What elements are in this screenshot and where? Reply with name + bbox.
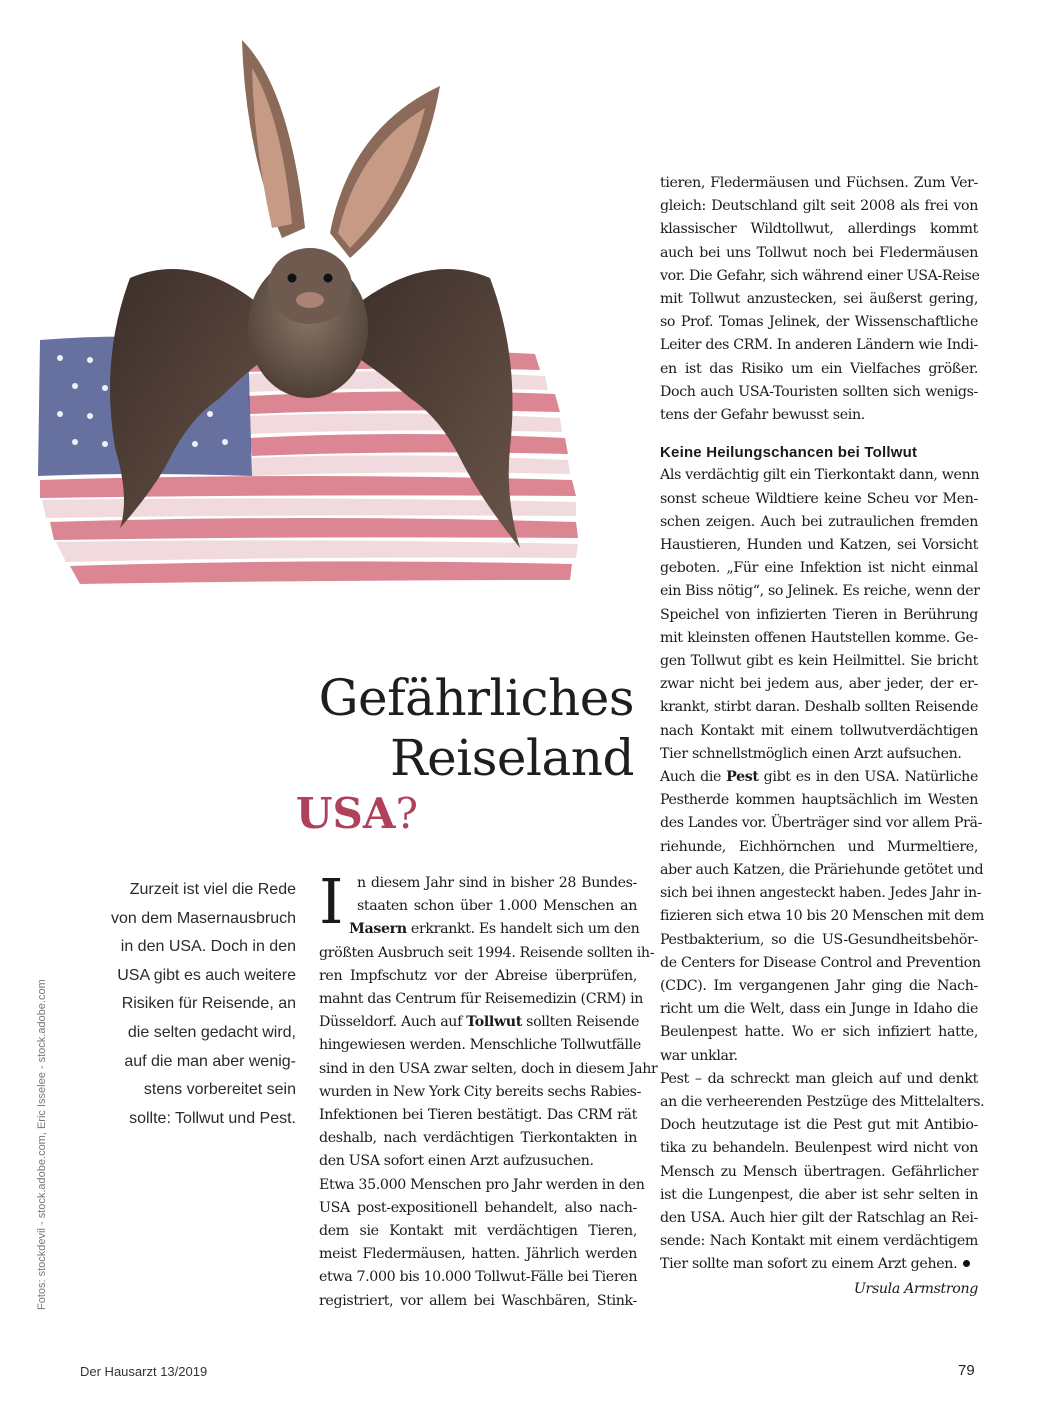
- body-line: tieren, Fledermäusen und Füchsen. Zum Ver-: [660, 175, 978, 191]
- body-line: ist die Lungenpest, die aber ist sehr selten in: [660, 1186, 978, 1203]
- body-line: gleich: Deutschland gilt seit 2008 als frei von: [660, 198, 978, 215]
- body-line: gen Tollwut gibt es kein Heilmittel. Sie bricht: [660, 653, 978, 670]
- body-line: staaten schon über 1.000 Menschen an: [357, 898, 637, 915]
- body-line: größten Ausbruch seit 1994. Reisende sollten ih-: [319, 944, 655, 961]
- body-line: deshalb, nach verdächtigen Tierkontakten in: [319, 1130, 637, 1147]
- headline-question-mark: ?: [395, 789, 418, 838]
- body-line: [660, 1253, 978, 1276]
- intro-line: Risiken für Reisende, an: [121, 995, 296, 1013]
- body-line: Leiter des CRM. In anderen Ländern wie Indi-: [660, 337, 978, 354]
- body-line: Tier schnellstmöglich einen Arzt aufsuchen.: [660, 745, 962, 762]
- body-line: [319, 1011, 640, 1034]
- body-line: den USA sofort einen Arzt aufzusuchen.: [319, 1153, 594, 1170]
- body-line: Pestbakterium, so die US-Gesundheitsbehör-: [660, 931, 978, 948]
- body-line: mahnt das Centrum für Reisemedizin (CRM) in: [319, 991, 644, 1008]
- body-line: Haustieren, Hunden und Katzen, sei Vorsicht: [660, 537, 978, 554]
- body-text: Düsseldorf. Auch auf: [319, 1014, 467, 1031]
- section-subheading: Keine Heilungschancen bei Tollwut: [660, 444, 918, 462]
- intro-line: von dem Masernausbruch: [111, 909, 296, 927]
- headline-line1: Gefährliches Reiseland: [318, 669, 634, 787]
- body-line: war unklar.: [660, 1047, 738, 1064]
- body-line: USA post-expositionell behandelt, also nach-: [319, 1199, 637, 1216]
- body-line: schen zeigen. Auch bei zutraulichen fremden: [660, 513, 978, 530]
- body-text: Auch die: [660, 769, 727, 786]
- article-column-2: [660, 172, 985, 1301]
- body-line: Doch heutzutage ist die Pest gut mit Antibio-: [660, 1117, 978, 1134]
- body-line: (CDC). Im vergangenen Jahr ging die Nach-: [660, 977, 978, 994]
- end-mark-icon: [963, 1260, 970, 1267]
- body-line: meist Fledermäusen, hatten. Jährlich werden: [319, 1246, 637, 1263]
- body-text: gibt es in den USA. Natürliche: [758, 769, 978, 786]
- body-line: Beulenpest hatte. Wo er sich infiziert hatte,: [660, 1024, 978, 1041]
- body-line: registriert, vor allem bei Waschbären, Stink-: [319, 1292, 637, 1309]
- body-line: vor. Die Gefahr, sich während einer USA-Reise: [660, 267, 980, 284]
- body-line: Pest – da schreckt man gleich auf und denkt: [660, 1070, 978, 1087]
- intro-line: die selten gedacht wird,: [127, 1023, 296, 1041]
- body-line: de Centers for Disease Control and Prevention: [660, 954, 981, 971]
- intro-line: stens vorbereitet sein: [143, 1081, 296, 1099]
- headline-line2: [60, 788, 418, 840]
- body-line: tens der Gefahr bewusst sein.: [660, 407, 865, 424]
- body-line: Als verdächtig gilt ein Tierkontakt dann, wenn: [660, 467, 980, 484]
- body-line: riehunde, Eichhörnchen und Murmeltiere,: [660, 838, 978, 855]
- body-line: aber auch Katzen, die Präriehunde getötet und: [660, 861, 984, 878]
- body-line: klassischer Wildtollwut, allerdings kommt: [660, 221, 978, 238]
- body-line: krankt, stirbt daran. Deshalb sollten Reisende: [660, 699, 978, 716]
- body-line: ren Impfschutz vor der Abreise überprüfen,: [319, 967, 637, 984]
- body-line: etwa 7.000 bis 10.000 Tollwut-Fälle bei Tieren: [319, 1269, 638, 1286]
- keyword-masern: Masern: [349, 921, 407, 938]
- body-line: an die verheerenden Pestzüge des Mittelalters.: [660, 1093, 985, 1110]
- body-line: Pestherde kommen hauptsächlich im Westen: [660, 792, 978, 809]
- body-line: tika zu behandeln. Beulenpest wird nicht von: [660, 1140, 978, 1157]
- body-line: geboten. „Für eine Infektion ist nicht einmal: [660, 560, 978, 577]
- body-line: des Landes vor. Überträger sind vor allem Prä-: [660, 815, 983, 832]
- intro-line: in den USA. Doch in den: [120, 938, 296, 956]
- body-line: ein Biss nötig“, so Jelinek. Es reiche, wenn der: [660, 583, 980, 600]
- intro-line: Zurzeit ist viel die Rede: [129, 881, 296, 898]
- body-text: sollten Reisende: [521, 1014, 640, 1031]
- body-line: dem sie Kontakt mit verdächtigen Tieren,: [319, 1223, 637, 1240]
- headline: [60, 668, 634, 840]
- body-line: sende: Nach Kontakt mit einem verdächtigem: [660, 1233, 978, 1250]
- body-line: sonst scheue Wildtiere keine Scheu vor Men-: [660, 490, 978, 507]
- keyword-pest: Pest: [726, 769, 759, 786]
- body-line: mit Tollwut anzustecken, sei äußerst gering,: [660, 291, 978, 308]
- footer-journal-issue: Der Hausarzt 13/2019: [80, 1364, 208, 1379]
- body-line: so Prof. Tomas Jelinek, der Wissenschaftliche: [660, 314, 978, 331]
- body-line: Mensch zu Mensch übertragen. Gefährlicher: [660, 1163, 978, 1180]
- body-line: wurden in New York City bereits sechs Rabies-: [319, 1083, 642, 1100]
- bat-over-flag-illustration: [20, 28, 610, 618]
- headline-usa: USA: [295, 789, 396, 838]
- body-line: mit kleinsten offenen Hautstellen komme. Ge-: [660, 629, 978, 646]
- body-line: den USA. Auch hier gilt der Ratschlag an Rei-: [660, 1209, 978, 1226]
- body-line: hingewiesen werden. Menschliche Tollwutfälle: [319, 1037, 641, 1054]
- body-line: auch bei uns Tollwut noch bei Fledermäusen: [660, 244, 978, 261]
- article-column-1: [319, 865, 658, 1313]
- keyword-tollwut: Tollwut: [466, 1014, 522, 1031]
- intro-line: USA gibt es auch weitere: [117, 966, 296, 984]
- photo-credit: Fotos: stockdevil - stock.adobe.com, Eric Isselee - stock.adobe.com: [36, 979, 48, 1310]
- body-line: n diesem Jahr sind in bisher 28 Bundes-: [357, 875, 637, 891]
- page-number: 79: [958, 1362, 975, 1379]
- body-line: Doch auch USA-Touristen sollten sich wenigs-: [660, 383, 978, 400]
- body-line: Infektionen bei Tieren bestätigt. Das CRM rät: [319, 1107, 637, 1124]
- body-line: richt um die Welt, dass ein Junge in Idaho die: [660, 1001, 978, 1018]
- body-line: Etwa 35.000 Menschen pro Jahr werden in den: [319, 1176, 645, 1193]
- author-byline: Ursula Armstrong: [853, 1280, 978, 1297]
- body-line: [319, 918, 640, 941]
- body-line: Speichel von infizierten Tieren in Berührung: [660, 606, 978, 623]
- body-line: nach Kontakt mit einem tollwutverdächtigen: [660, 722, 978, 739]
- body-line: zwar nicht bei jedem aus, aber jeder, der er-: [660, 676, 978, 693]
- body-line: sind in den USA zwar selten, doch in diesem Jahr: [319, 1060, 658, 1077]
- body-line: fizieren sich etwa 10 bis 20 Menschen mit dem: [660, 908, 985, 925]
- intro-line: sollte: Tollwut und Pest.: [129, 1109, 296, 1127]
- intro-line: auf die man aber wenig-: [124, 1052, 296, 1070]
- body-text: Tier sollte man sofort zu einem Arzt gehen.: [660, 1256, 958, 1273]
- dropcap: I: [319, 865, 344, 938]
- body-line: [660, 766, 978, 789]
- intro-text: [80, 876, 296, 1133]
- body-line: sich bei ihnen angesteckt haben. Jedes Jahr in-: [660, 885, 982, 902]
- body-text: erkrankt. Es handelt sich um den: [406, 921, 640, 938]
- body-line: en ist das Risiko um ein Vielfaches größer.: [660, 360, 978, 377]
